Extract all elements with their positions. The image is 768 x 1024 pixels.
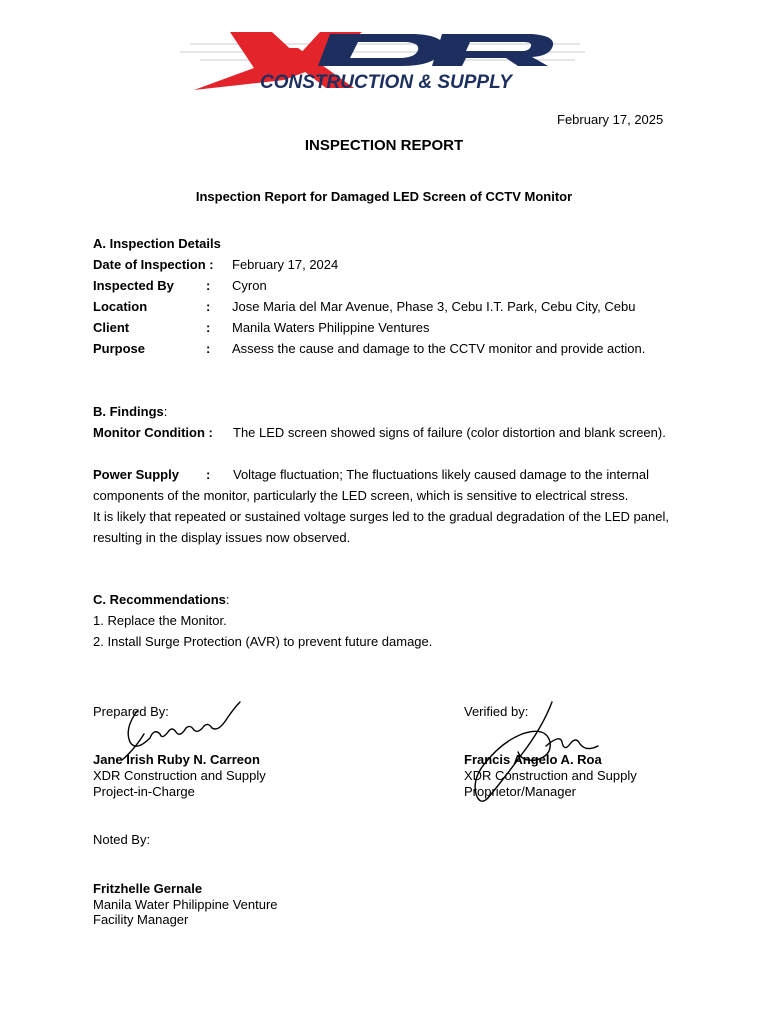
verified-by-name: Francis Angelo A. Roa — [464, 752, 602, 767]
detail-colon: : — [206, 341, 211, 356]
section-b-heading: B. Findings — [93, 404, 164, 419]
detail-label-date: Date of Inspection : — [93, 257, 214, 272]
detail-value-client: Manila Waters Philippine Ventures — [232, 320, 430, 335]
detail-value-location: Jose Maria del Mar Avenue, Phase 3, Cebu I.T. Park, Cebu City, Cebu — [232, 299, 636, 314]
power-supply-line: resulting in the display issues now observed. — [93, 530, 351, 545]
noted-by-name: Fritzhelle Gernale — [93, 881, 203, 896]
logo-subtext: CONSTRUCTION & SUPPLY — [260, 72, 512, 93]
noted-by-role: Facility Manager — [93, 912, 189, 927]
monitor-condition-text: The LED screen showed signs of failure (color distortion and blank screen). — [233, 425, 666, 440]
detail-value-inspected-by: Cyron — [232, 278, 267, 293]
detail-label-purpose: Purpose — [93, 341, 146, 356]
section-c-heading-line — [93, 592, 230, 607]
report-subtitle: Inspection Report for Damaged LED Screen of CCTV Monitor — [195, 189, 573, 204]
detail-label-client: Client — [93, 320, 130, 335]
detail-colon: : — [206, 278, 211, 293]
prepared-by-label: Prepared By: — [93, 704, 169, 719]
prepared-by-role: Project-in-Charge — [93, 784, 195, 799]
prepared-by-name: Jane Irish Ruby N. Carreon — [93, 752, 260, 767]
detail-label-location: Location — [93, 299, 148, 314]
power-supply-label: Power Supply — [93, 467, 179, 482]
section-c-heading: C. Recommendations — [93, 592, 226, 607]
power-supply-text: Voltage fluctuation; The fluctuations likely caused damage to the internal — [233, 467, 650, 482]
xdr-logo — [180, 22, 590, 100]
noted-by-company: Manila Water Philippine Venture — [93, 897, 278, 912]
power-supply-line: components of the monitor, particularly the LED screen, which is sensitive to electrical stress. — [93, 488, 629, 503]
verified-by-label: Verified by: — [464, 704, 529, 719]
power-supply-colon: : — [206, 467, 211, 482]
verified-by-signature — [462, 698, 612, 808]
detail-label-inspected-by: Inspected By — [93, 278, 174, 293]
detail-colon: : — [206, 299, 211, 314]
verified-by-role: Proprietor/Manager — [464, 784, 576, 799]
report-title: INSPECTION REPORT — [304, 137, 464, 154]
monitor-condition-label: Monitor Condition : — [93, 425, 213, 440]
verified-by-company: XDR Construction and Supply — [464, 768, 637, 783]
section-c-colon: : — [225, 592, 230, 607]
power-supply-line: It is likely that repeated or sustained voltage surges led to the gradual degradation of the LED panel, — [93, 509, 669, 524]
prepared-by-signature — [110, 698, 250, 768]
report-date: February 17, 2025 — [557, 112, 664, 127]
section-b-heading-line — [93, 404, 167, 419]
detail-value-date: February 17, 2024 — [232, 257, 339, 272]
section-b-colon: : — [163, 404, 168, 419]
detail-colon: : — [206, 320, 211, 335]
noted-by-label: Noted By: — [93, 832, 151, 847]
recommendation-item: 1. Replace the Monitor. — [93, 613, 227, 628]
detail-value-purpose: Assess the cause and damage to the CCTV monitor and provide action. — [232, 341, 646, 356]
recommendation-item: 2. Install Surge Protection (AVR) to prevent future damage. — [93, 634, 433, 649]
section-a-heading: A. Inspection Details — [93, 236, 221, 251]
prepared-by-company: XDR Construction and Supply — [93, 768, 266, 783]
